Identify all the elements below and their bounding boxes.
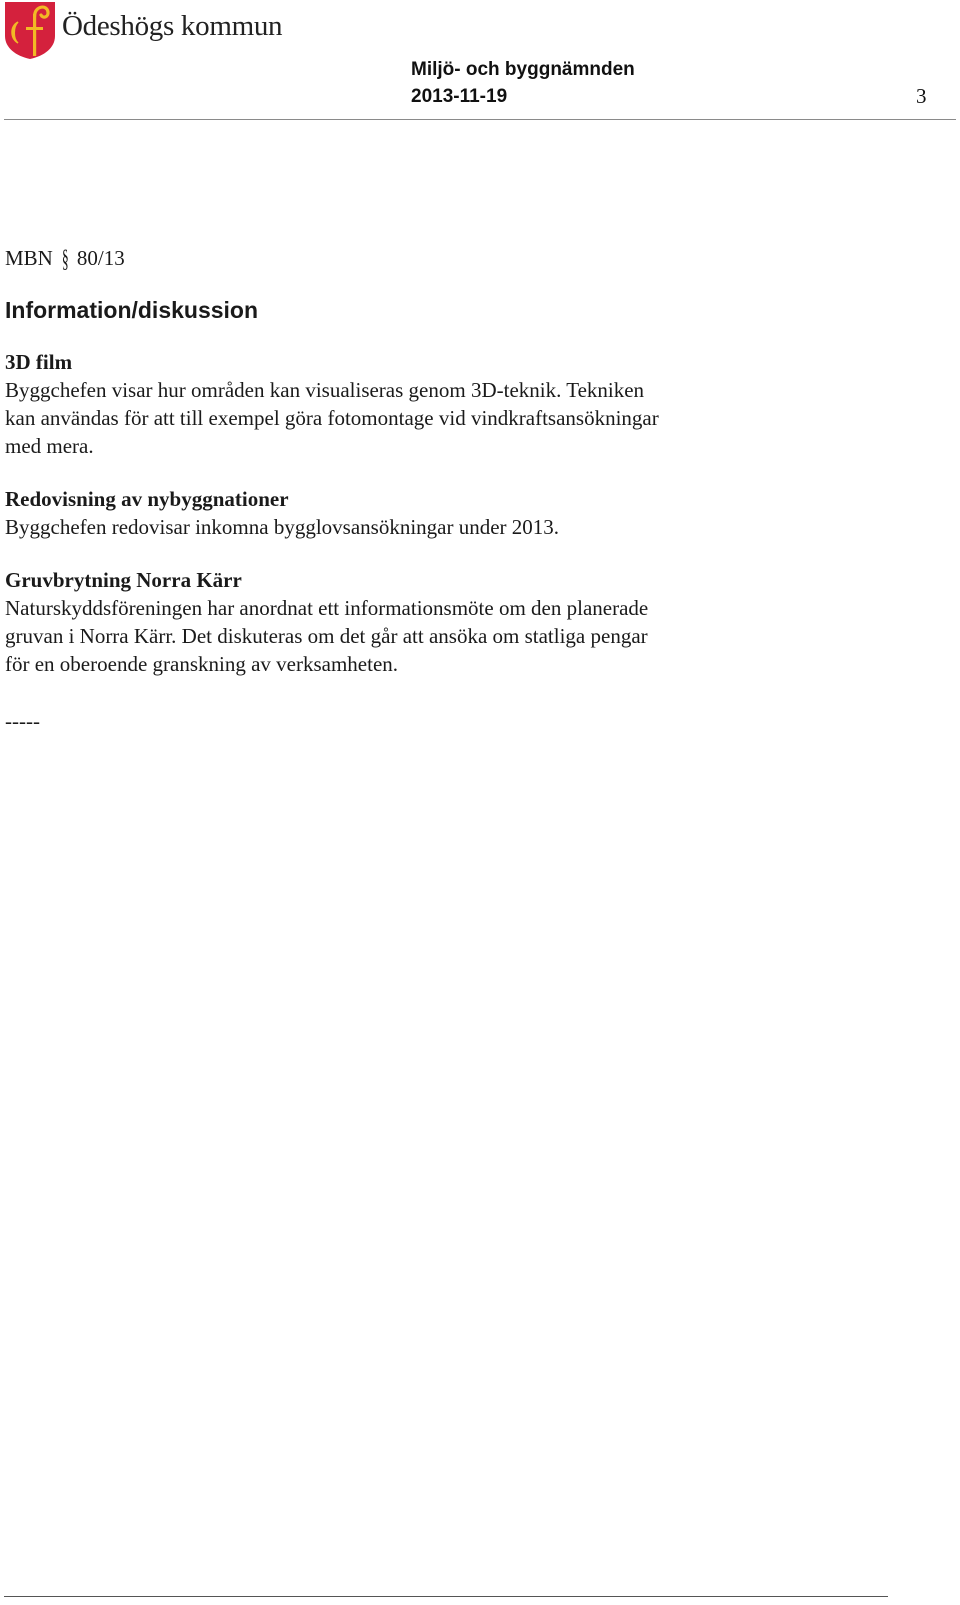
section-body: Byggchefen visar hur områden kan visualiseras genom 3D-teknik. Tekniken kan användas för att till exempel göra fotomontage vid vindkraftsansökningar med mera. [5,378,659,458]
municipal-coat-of-arms-icon [4,0,56,60]
committee-name: Miljö- och byggnämnden [411,59,635,80]
end-marker: ----- [5,709,40,733]
page-title: Information/diskussion [5,297,259,323]
case-prefix: MBN [5,246,53,270]
case-number: 80/13 [76,246,125,270]
section-title: Redovisning av nybyggnationer [5,487,289,511]
meeting-date: 2013-11-19 [411,86,508,107]
crozier-crossbar [26,27,43,30]
section-mining-norra-karr [5,566,945,678]
section-new-constructions [5,485,945,541]
case-reference [5,244,945,272]
section-symbol: § [61,246,69,273]
document-body [5,244,945,735]
header-divider [4,119,956,120]
page-number: 3 [916,84,927,108]
section-title: Gruvbrytning Norra Kärr [5,568,242,592]
footer-divider [4,1596,888,1597]
organization-name: Ödeshögs kommun [62,10,283,42]
section-body: Byggchefen redovisar inkomna bygglovsansökningar under 2013. [5,515,560,539]
section-title: 3D film [5,350,73,374]
crozier-staff [33,14,36,56]
section-3d-film [5,348,945,460]
section-body: Naturskyddsföreningen har anordnat ett informationsmöte om den planerade gruvan i Norra Kärr. Det diskuteras om det går att ansöka om statliga pengar för en oberoende granskning av verksamheten. [5,596,649,676]
